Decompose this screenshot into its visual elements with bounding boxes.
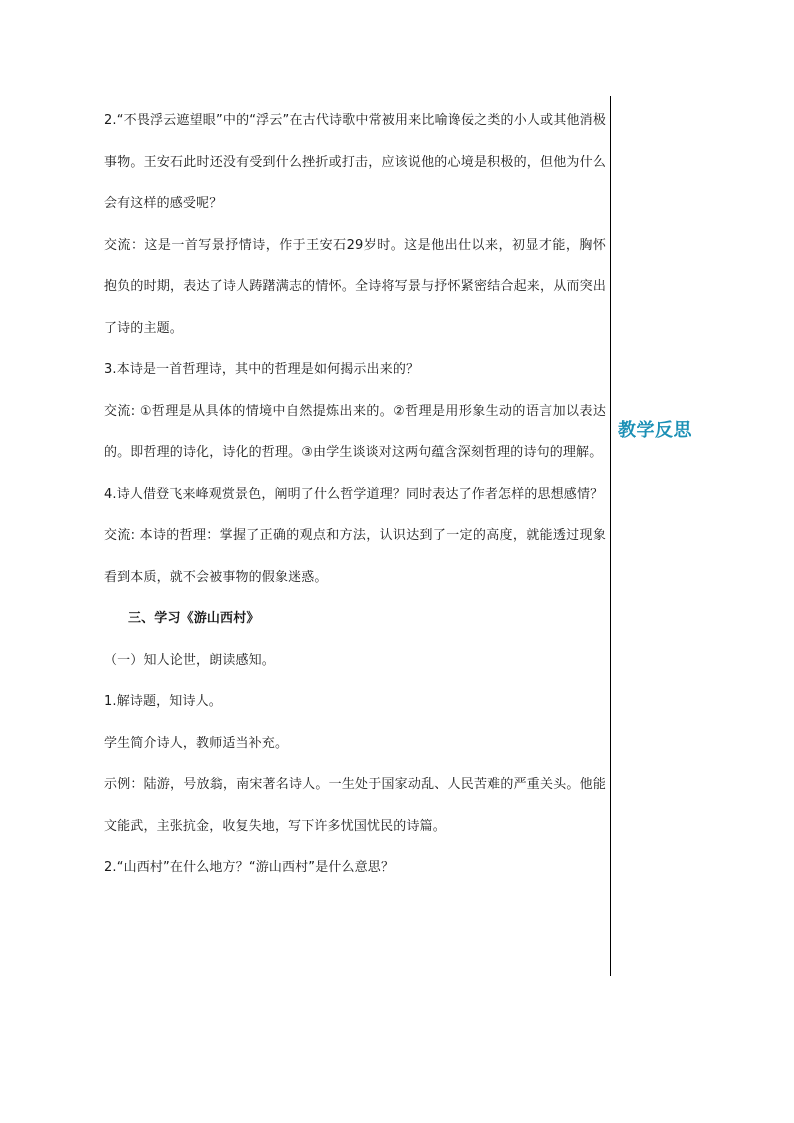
answer-3-paragraph: 交流: ①哲理是从具体的情境中自然提炼出来的。②哲理是用形象生动的语言加以表达的。即哲理的诗化，诗化的哲理。③由学生谈谈对这两句蕴含深刻哲理的诗句的理解。 [104, 403, 606, 460]
instruction-paragraph: 学生简介诗人，教师适当补充。 [104, 735, 289, 751]
question-3-paragraph: 3.本诗是一首哲理诗，其中的哲理是如何揭示出来的？ [104, 362, 420, 377]
column-divider [610, 96, 611, 976]
lesson-content [104, 100, 606, 889]
section-heading: 三、学习《游山西村》 [128, 611, 260, 626]
subsection-heading: （一）知人论世，朗读感知。 [104, 652, 275, 668]
answer-4-paragraph: 交流: 本诗的哲理：掌握了正确的观点和方法，认识达到了一定的高度，就能透过现象看到本质，就不会被事物的假象迷惑。 [104, 528, 606, 585]
example-paragraph: 示例：陆游，号放翁，南宋著名诗人。一生处于国家动乱、人民苦难的严重关头。他能文能武，主张抗金，收复失地，写下许多忧国忧民的诗篇。 [104, 777, 606, 834]
question-5-paragraph: 2.“山西村”在什么地方？“游山西村”是什么意思？ [104, 860, 395, 875]
step-1-paragraph: 1.解诗题，知诗人。 [104, 694, 222, 709]
answer-2-paragraph: 交流：这是一首写景抒情诗，作于王安石29岁时。这是他出仕以来，初显才能，胸怀抱负的时期，表达了诗人踌躇满志的情怀。全诗将写景与抒怀紧密结合起来，从而突出了诗的主题。 [104, 237, 606, 336]
teaching-reflection-title: 教学反思 [618, 420, 692, 441]
question-4-paragraph: 4.诗人借登飞来峰观赏景色，阐明了什么哲学道理？同时表达了作者怎样的思想感情？ [104, 486, 604, 502]
question-2-paragraph: 2.“不畏浮云遮望眼”中的“浮云”在古代诗歌中常被用来比喻谗佞之类的小人或其他消极事物。王安石此时还没有受到什么挫折或打击，应该说他的心境是积极的，但他为什么会有这样的感受呢？ [104, 113, 606, 211]
